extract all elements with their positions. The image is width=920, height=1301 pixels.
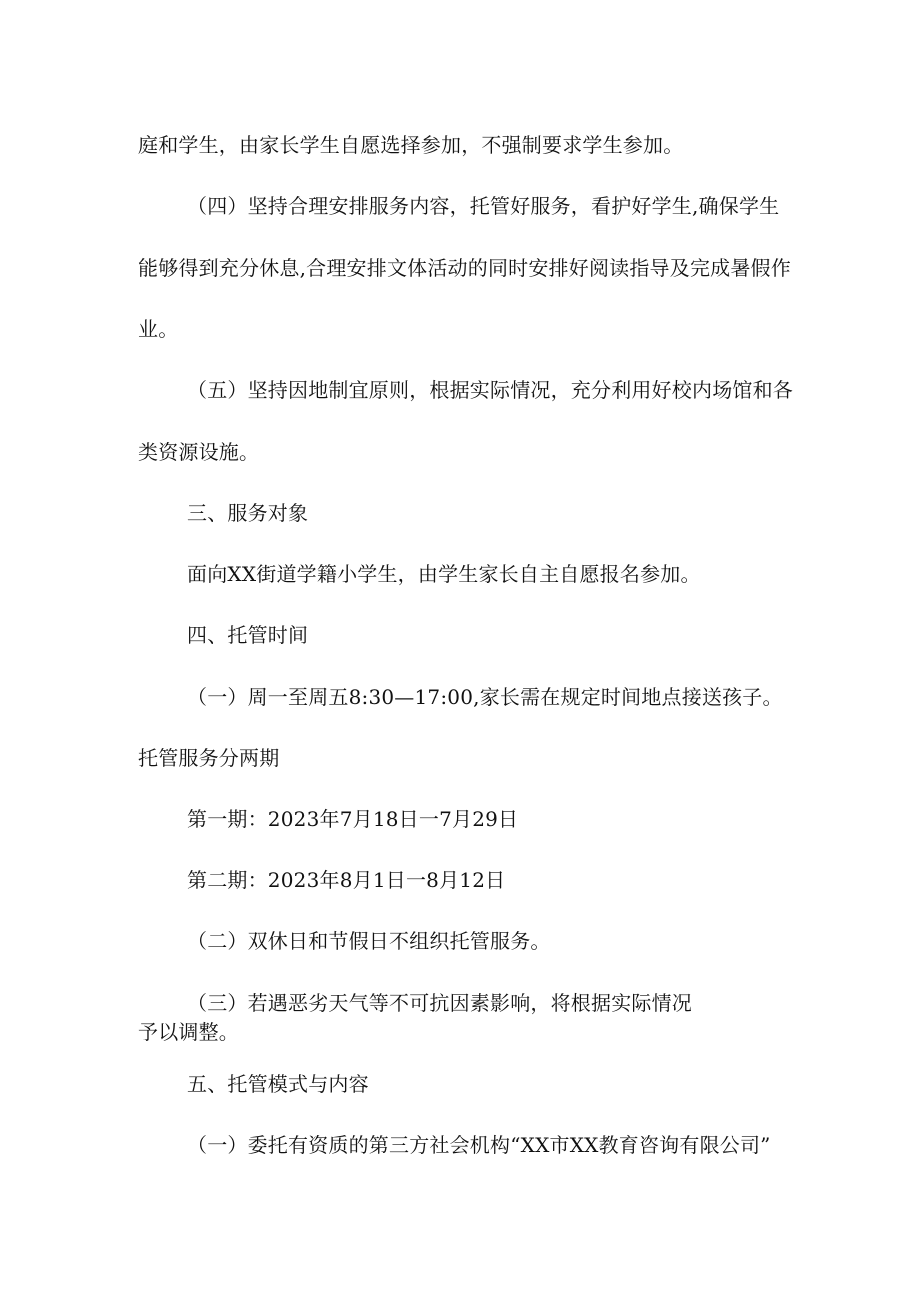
text-line: 面向XX街道学籍小学生，由学生家长自主自愿报名参加。 bbox=[187, 562, 701, 586]
text-line: 第二期：2023年8月1日一8月12日 bbox=[187, 868, 506, 892]
text-line: 类资源设施。 bbox=[138, 440, 260, 464]
text-line: 托管服务分两期 bbox=[138, 746, 280, 770]
section-heading: 五、托管模式与内容 bbox=[187, 1072, 369, 1096]
text-line: （一）周一至周五8:30—17:00,家长需在规定时间地点接送孩子。 bbox=[187, 685, 783, 709]
text-line: 业。 bbox=[138, 317, 179, 341]
text-line: 庭和学生，由家长学生自愿选择参加，不强制要求学生参加。 bbox=[138, 133, 684, 157]
text-line: （一）委托有资质的第三方社会机构“XX市XX教育咨询有限公司” bbox=[187, 1133, 771, 1157]
text-line: 第一期：2023年7月18日一7月29日 bbox=[187, 807, 519, 831]
text-line: （五）坚持因地制宜原则，根据实际情况，充分利用好校内场馆和各 bbox=[187, 378, 793, 402]
text-line: （三）若遇恶劣天气等不可抗因素影响，将根据实际情况 bbox=[187, 991, 692, 1015]
section-heading: 四、托管时间 bbox=[187, 623, 309, 647]
text-line: （二）双休日和节假日不组织托管服务。 bbox=[187, 929, 551, 953]
text-line: 能够得到充分休息,合理安排文体活动的同时安排好阅读指导及完成暑假作 bbox=[138, 256, 791, 280]
text-line: （四）坚持合理安排服务内容，托管好服务，看护好学生,确保学生 bbox=[187, 194, 780, 218]
text-line: 予以调整。 bbox=[138, 1020, 239, 1044]
section-heading: 三、服务对象 bbox=[187, 501, 309, 525]
